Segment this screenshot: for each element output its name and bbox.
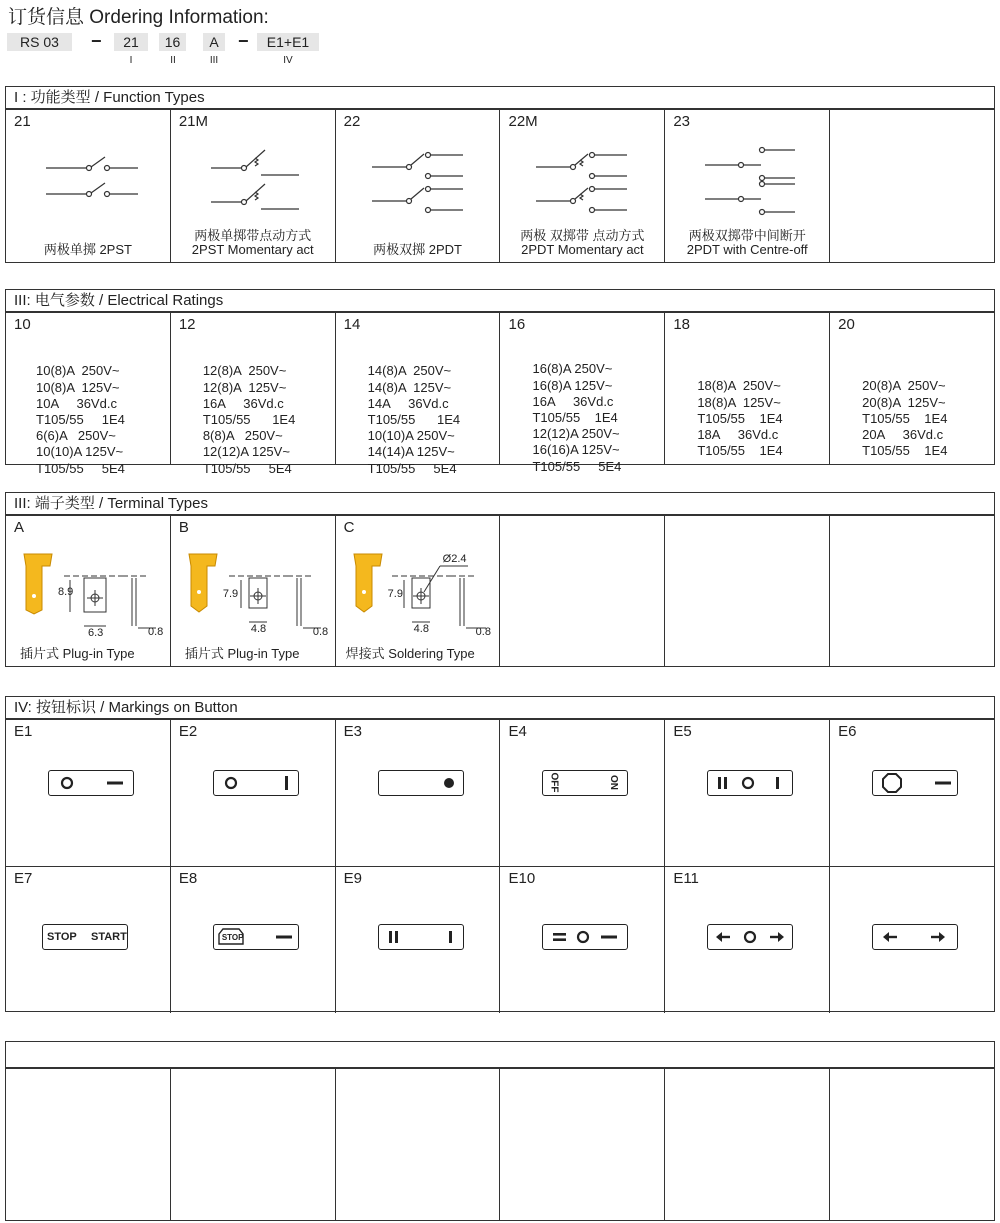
function-code: 22M <box>508 113 538 130</box>
function-21m <box>170 110 335 263</box>
button-e7 <box>42 924 128 950</box>
dim-width: 4.8 <box>250 623 267 635</box>
function-types-title: I : 功能类型 / Function Types <box>6 87 994 109</box>
electrical-title: III: 电气参数 / Electrical Ratings <box>6 290 994 312</box>
circle-dash-symbol <box>49 771 133 795</box>
double-bar-circle-bar-symbol <box>708 771 792 795</box>
dim-hole: Ø2.4 <box>442 553 467 565</box>
function-caption: 两极单掷带点动方式 2PST Momentary act <box>191 228 314 257</box>
octagon-dash-symbol <box>873 771 957 795</box>
blank-cell <box>335 1069 500 1221</box>
code-marking: E1+E1 <box>257 33 319 51</box>
function-caption: 两极双掷 2PDT <box>373 242 462 257</box>
function-21 <box>6 110 170 263</box>
button-e4 <box>542 770 628 796</box>
marking-e7 <box>6 867 170 1013</box>
terminals-section <box>5 492 995 667</box>
function-caption: 两极 双掷带 点动方式 2PDT Momentary act <box>520 228 645 257</box>
numeral-3: III <box>209 55 219 66</box>
ordering-title: 订货信息 Ordering Information: <box>8 7 269 28</box>
dash-2: − <box>238 31 249 51</box>
code-rating: 16 <box>159 33 186 51</box>
dim-height: 7.9 <box>387 588 403 600</box>
button-e9 <box>378 924 464 950</box>
stop-label: STOP <box>47 931 77 943</box>
button-e1 <box>48 770 134 796</box>
rating-16 <box>499 313 664 474</box>
terminal-caption: 插片式 Plug-in Type <box>20 646 135 661</box>
rating-code: 12 <box>178 316 196 333</box>
double-bar-bar-symbol <box>379 925 463 949</box>
equals-circle-dash-symbol <box>543 925 627 949</box>
blank-cell <box>829 1069 994 1221</box>
rating-lines: 20(8)A 250V~ 20(8)A 125V~ T105/55 1E4 20A 36Vd.c T105/55 1E4 <box>862 378 948 459</box>
function-caption: 两极双掷带中间断开 2PDT with Centre-off <box>686 228 808 257</box>
rating-code: 10 <box>14 316 31 333</box>
blank-cell <box>170 1069 335 1221</box>
numeral-1: I <box>129 55 133 66</box>
marking-e5 <box>664 720 829 866</box>
blank-section <box>5 1041 995 1221</box>
arrow-circle-arrow-symbol <box>708 925 792 949</box>
blank-cell <box>664 1069 829 1221</box>
dim-thickness: 0.8 <box>475 626 491 638</box>
dim-height: 7.9 <box>222 588 239 600</box>
button-e8 <box>213 924 299 950</box>
markings-title: IV: 按钮标识 / Markings on Button <box>6 697 994 719</box>
rating-lines: 12(8)A 250V~ 12(8)A 125V~ 16A 36Vd.c T105/55 1E4 8(8)A 250V~ 12(12)A 125V~ T105/55 5E4 <box>202 363 296 476</box>
marking-e6 <box>829 720 994 866</box>
stop-badge-label: STOP <box>221 933 244 942</box>
button-e3 <box>378 770 464 796</box>
marking-e4 <box>499 720 664 866</box>
code-function: 21 <box>114 33 148 51</box>
button-e2 <box>213 770 299 796</box>
marking-code: E10 <box>508 870 536 887</box>
rating-12 <box>170 313 335 476</box>
terminal-a <box>6 516 170 667</box>
function-empty <box>829 110 994 263</box>
marking-e8 <box>170 867 335 1013</box>
spst-symbol <box>6 110 171 263</box>
rating-lines: 10(8)A 250V~ 10(8)A 125V~ 10A 36Vd.c T105/55 1E4 6(6)A 250V~ 10(10)A 125V~ T105/55 5E4 <box>36 363 125 476</box>
button-e11 <box>707 924 793 950</box>
dim-thickness: 0.8 <box>148 626 164 638</box>
marking-code: E5 <box>673 723 692 740</box>
terminal-empty <box>829 516 994 667</box>
button-arrows <box>872 924 958 950</box>
electrical-section <box>5 289 995 476</box>
terminal-c <box>335 516 500 667</box>
rating-code: 14 <box>343 316 361 333</box>
numeral-4: IV <box>283 55 293 66</box>
marking-arrows <box>829 867 994 1013</box>
marking-code: E3 <box>343 723 363 740</box>
marking-code: E11 <box>673 870 699 887</box>
dim-width: 6.3 <box>88 627 104 639</box>
code-terminal: A <box>203 33 225 51</box>
spdt-symbol <box>336 110 501 263</box>
function-22 <box>335 110 500 263</box>
rating-lines: 14(8)A 250V~ 14(8)A 125V~ 14A 36Vd.c T105/55 1E4 10(10)A 250V~ 14(14)A 125V~ T105/55 5E4 <box>367 363 461 476</box>
marking-code: E1 <box>14 723 33 740</box>
terminal-code: B <box>178 519 189 536</box>
series-code: RS 03 <box>7 33 72 51</box>
blank-cell <box>499 1069 664 1221</box>
marking-e9 <box>335 867 500 1013</box>
marking-code: E6 <box>838 723 857 740</box>
dim-thickness: 0.8 <box>312 626 329 638</box>
function-code: 21 <box>14 113 31 130</box>
rating-10 <box>6 313 170 476</box>
marking-code: E2 <box>178 723 198 740</box>
dot-symbol <box>379 771 463 795</box>
function-caption: 两极单掷 2PST <box>43 242 132 257</box>
button-e10 <box>542 924 628 950</box>
button-e6 <box>872 770 958 796</box>
marking-code: E9 <box>343 870 363 887</box>
marking-e10 <box>499 867 664 1013</box>
left-right-arrows-symbol <box>873 925 957 949</box>
circle-bar-symbol <box>214 771 298 795</box>
terminal-caption: 焊接式 Soldering Type <box>345 646 475 661</box>
rating-lines: 16(8)A 250V~ 16(8)A 125V~ 16A 36Vd.c T105/55 1E4 12(12)A 250V~ 16(16)A 125V~ T105/55 5E4 <box>532 361 622 474</box>
function-types-section <box>5 86 995 263</box>
function-code: 22 <box>343 113 361 130</box>
terminal-empty <box>664 516 829 667</box>
blank-section-title <box>6 1042 994 1068</box>
button-e5 <box>707 770 793 796</box>
start-label: START <box>91 931 127 943</box>
terminal-empty <box>499 516 664 667</box>
function-22m <box>499 110 664 263</box>
terminal-code: C <box>343 519 355 536</box>
rating-code: 20 <box>838 316 855 333</box>
function-code: 23 <box>673 113 690 130</box>
markings-section <box>5 696 995 1012</box>
rating-code: 16 <box>508 316 526 333</box>
marking-e3 <box>335 720 500 866</box>
terminal-b-drawing <box>171 516 336 667</box>
rating-code: 18 <box>673 316 690 333</box>
marking-e2 <box>170 720 335 866</box>
terminal-a-drawing <box>6 516 171 667</box>
rating-18 <box>664 313 829 465</box>
blank-cell <box>6 1069 170 1221</box>
rating-20 <box>829 313 994 465</box>
off-label: OFF <box>548 772 560 793</box>
on-label: ON <box>608 775 620 790</box>
marking-code: E4 <box>508 723 527 740</box>
marking-e1 <box>6 720 170 866</box>
terminal-b <box>170 516 335 667</box>
marking-e11 <box>664 867 829 1013</box>
terminal-caption: 插片式 Plug-in Type <box>184 646 300 661</box>
numeral-2: II <box>170 55 176 66</box>
marking-code: E8 <box>178 870 198 887</box>
dash-1: − <box>91 31 102 51</box>
rating-lines: 18(8)A 250V~ 18(8)A 125V~ T105/55 1E4 18A 36Vd.c T105/55 1E4 <box>697 378 783 459</box>
terminal-c-drawing <box>336 516 501 667</box>
function-23 <box>664 110 829 263</box>
terminals-title: III: 端子类型 / Terminal Types <box>6 493 994 515</box>
terminal-code: A <box>14 519 25 536</box>
marking-code: E7 <box>14 870 33 887</box>
dim-width: 4.8 <box>413 623 429 635</box>
function-code: 21M <box>178 113 209 130</box>
dim-height: 8.9 <box>58 586 74 598</box>
rating-14 <box>335 313 500 476</box>
